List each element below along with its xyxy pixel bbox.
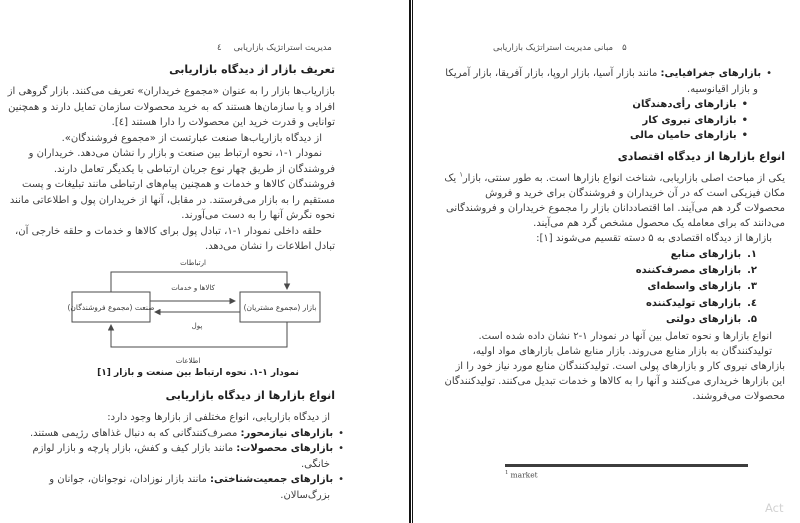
right-page-number: ۵ <box>622 43 627 53</box>
right-running-head <box>493 43 627 53</box>
list-item <box>444 312 757 328</box>
footnote-reference: ۱ <box>459 170 463 179</box>
item-text: بازارهای منابع <box>670 249 742 260</box>
list-item <box>440 97 748 113</box>
sub-bullet-list <box>440 97 748 144</box>
bullet-label: بازارهای جمعیت‌شناختی: <box>210 474 334 485</box>
paragraph: بازارها از دیدگاه اقتصادی به ۵ دسته تقسیم می‌شوند [۱]: <box>536 233 772 244</box>
right-page-title: مبانی مدیریت استراتژیک بازاریابی <box>493 43 614 53</box>
right-page <box>414 0 800 523</box>
bullet-text: مانند بازار نوزادان، نوجوانان، جوانان و بزرگ‌سالان. <box>49 474 330 501</box>
heading-market-types-marketing: انواع بازارها از دیدگاه بازاریابی <box>165 389 335 402</box>
paragraph: از دیدگاه بازاریاب‌ها صنعت عبارتست از «مجموع فروشندگان». <box>61 132 322 144</box>
bullet-text: مانند بازار کیف و کفش، بازار پارچه و بازار لوازم خانگی. <box>32 443 330 470</box>
list-item <box>440 66 772 97</box>
bullet-dot-icon <box>761 68 772 79</box>
bullet-dot-icon <box>333 474 344 485</box>
list-item <box>4 426 344 442</box>
page-divider-line <box>409 0 411 523</box>
item-text: بازارهای دولتی <box>665 313 742 325</box>
right-top-bullets <box>440 66 772 144</box>
footnote <box>505 470 538 480</box>
left-page-title: مدیریت استراتژیک بازاریابی <box>233 43 332 53</box>
list-item <box>444 263 757 279</box>
list-item <box>444 279 757 295</box>
item-number: ٤. <box>747 297 757 309</box>
list-item <box>4 441 344 472</box>
bullet-text: مانند بازار آسیا، بازار اروپا، بازار آفریقا، بازار آمریکا و بازار اقیانوسیه. <box>445 68 758 95</box>
watermark-text: Act <box>765 501 784 515</box>
market-types-bullet-list <box>4 426 344 504</box>
heading-market-definition: تعریف بازار از دیدگاه بازاریابی <box>169 63 335 76</box>
list-item <box>444 247 757 263</box>
bullet-dot-icon <box>737 115 748 126</box>
paragraph-text: یکی از مباحث اصلی بازاریابی، شناخت انواع بازارها است. به طور سنتی، بازار <box>462 173 785 184</box>
paragraph: حلقه داخلی نمودار ۱-۱، تبادل پول برای کالاها و خدمات و حلقه خارجی آن، تبادل اطلاعات را نشان می‌دهد. <box>15 225 335 252</box>
page-divider-line <box>412 0 413 523</box>
item-number: ۲. <box>747 265 757 277</box>
information-label: اطلاعات <box>175 357 201 365</box>
paragraph: انواع بازارها و نحوه تعامل بین آنها در نمودار ۱-۲ نشان داده شده است. <box>478 331 772 343</box>
left-page-number: ٤ <box>217 43 222 53</box>
communications-label: ارتباطات <box>180 259 206 267</box>
paragraph <box>444 171 785 231</box>
bullet-dot-icon <box>737 99 748 110</box>
money-label: پول <box>191 322 203 330</box>
bullet-text: بازارهای حامیان مالی <box>629 130 737 141</box>
bullet-text: مصرف‌کنندگانی که به دنبال غذاهای رژیمی هستند. <box>29 427 241 439</box>
list-item <box>4 472 344 503</box>
list-item <box>440 113 748 129</box>
list-item <box>444 296 757 312</box>
left-running-head <box>217 43 332 53</box>
goods-services-label: کالاها و خدمات <box>171 284 215 292</box>
item-number: ۳. <box>747 281 757 293</box>
industry-box-label: صنعت (مجموع فروشندگان) <box>67 303 155 312</box>
bullet-text: بازارهای رأی‌دهندگان <box>632 99 737 110</box>
item-text: بازارهای واسطه‌ای <box>647 281 742 293</box>
item-number: ۱. <box>747 249 757 260</box>
footnote-marker: 1 <box>505 470 509 476</box>
bullet-label: بازارهای جغرافیایی: <box>660 68 762 79</box>
bullet-dot-icon <box>737 130 748 141</box>
paragraph: از دیدگاه بازاریابی، انواع مختلفی از بازارها وجود دارد: <box>107 412 330 423</box>
footnote-separator-rule <box>505 464 748 467</box>
bullet-label: بازارهای محصولات: <box>236 443 334 454</box>
diagram-caption: نمودار ۱-۱. نحوه ارتباط بین صنعت و بازار [۱] <box>97 368 299 378</box>
bullet-dot-icon <box>333 443 344 454</box>
left-section-market-types <box>4 388 335 503</box>
market-box-label: بازار (مجموع مشتریان) <box>243 303 317 312</box>
industry-market-flow-diagram <box>0 250 409 370</box>
item-number: ۵. <box>747 313 757 325</box>
right-section-economic-markets <box>444 149 785 404</box>
paragraph-text: یک مکان فیزیکی است که در آن خریداران و فروشندگان برای خرید و فروش محصولات گرد هم می‌آیند. اما اقتصاددانان بازار را مجموع خریداران و فروشندگانی می‌دانند که برای معامله یک محصول مشخص گرد هم می‌آیند. <box>444 173 785 229</box>
heading-market-types-economic: انواع بازارها از دیدگاه اقتصادی <box>617 150 785 163</box>
item-text: بازارهای تولیدکننده <box>645 297 742 309</box>
paragraph: نمودار ۱-۱، نحوه ارتباط بین صنعت و بازار را نشان می‌دهد. خریداران و فروشندگان از طریق چهار نوع جریان ارتباطی با یکدیگر تعامل دارند. فروشندگان کالاها و خدمات و همچنین پیام‌های ارتباطی مانند تبلیغات و پست مستقیم را به بازار می‌فرستند. در مقابل، آنها از خریداران پول و اطلاعاتی مانند نحوه نگرش آنها را به دست می‌آورند. <box>9 148 335 221</box>
list-item <box>440 128 748 144</box>
bullet-label: بازارهای نیازمحور: <box>240 427 334 439</box>
footnote-text: market <box>510 470 538 480</box>
item-text: بازارهای مصرف‌کننده <box>635 265 742 277</box>
bullet-dot-icon <box>333 428 344 439</box>
bullet-text: بازارهای نیروی کار <box>642 114 737 126</box>
economic-markets-numbered-list <box>444 246 757 329</box>
paragraph: بازاریاب‌ها بازار را به عنوان «مجموع خریداران» تعریف می‌کنند. بازار گروهی از افراد و یا سازمان‌ها هستند که به خرید محصولات سازمان تمایل دارند و همچنین توانایی و قدرت خرید این محصولات را دارا هستند [٤]. <box>7 86 335 128</box>
left-section-market-definition <box>4 62 335 255</box>
paragraph: تولیدکنندگان به بازار منابع می‌روند. بازار منابع شامل بازارهای مواد اولیه، بازارهای نیروی کار و بازارهای پولی است. تولیدکنندگان منابع مورد نیاز خود را از این بازارها خریداری می‌کنند و آنها را به کالاها و خدمات تبدیل می‌کنند. تولیدکنندگان محصولات می‌فروشند. <box>444 346 785 403</box>
